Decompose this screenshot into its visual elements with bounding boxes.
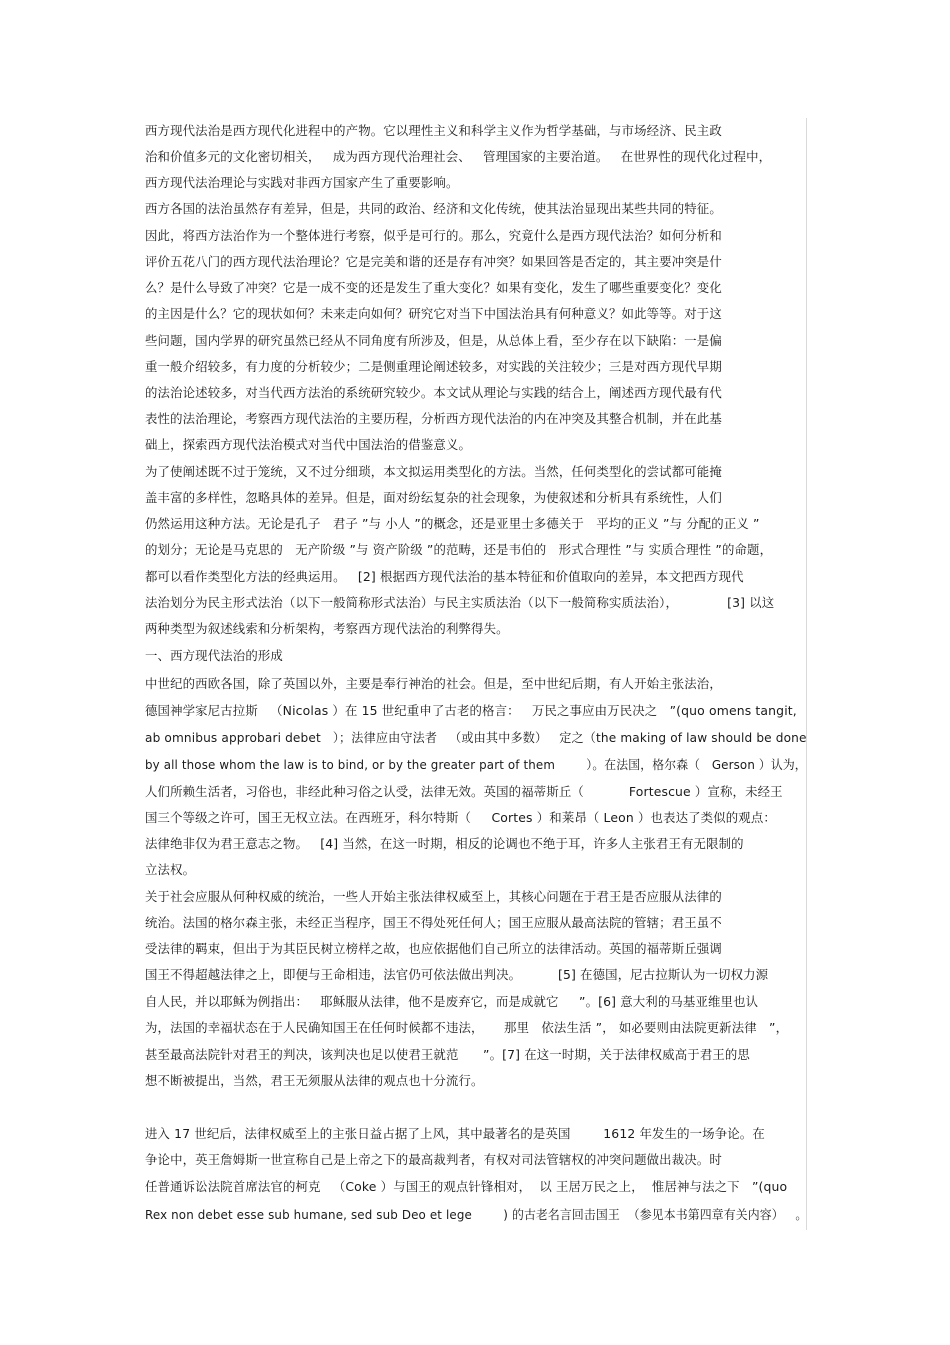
text-line: by all those whom the law is to bind, or by the greater part of them ）。在法国，格尔森（ Gerson ）认为，: [145, 757, 807, 772]
text-line: Rex non debet esse sub humane, sed sub Deo et lege ) 的古老名言回击国王 （参见本书第四章有关内容） 。: [145, 1207, 808, 1222]
text-line: 立法权。: [145, 862, 196, 877]
text-line: 中世纪的西欧各国，除了英国以外，主要是奉行神治的社会。但是，至中世纪后期，有人开始主张法治，: [145, 676, 722, 691]
text-line: 西方现代法治是西方现代化进程中的产物。它以理性主义和科学主义作为哲学基础，与市场经济、民主政: [145, 123, 722, 138]
text-line: 进入 17 世纪后，法律权威至上的主张日益占据了上风，其中最著名的是英国 1612 年发生的一场争论。在: [145, 1126, 765, 1141]
text-line: 为了使阐述既不过于笼统，又不过分细琐，本文拟运用类型化的方法。当然，任何类型化的尝试都可能掩: [145, 464, 722, 479]
text-line: 法治划分为民主形式法治（以下一般简称形式法治）与民主实质法治（以下一般简称实质法治）， [3] 以这: [145, 595, 775, 610]
text-line: 评价五花八门的西方现代法治理论？它是完美和谐的还是存有冲突？如果回答是否定的，其主要冲突是什: [145, 254, 722, 269]
text-line: 受法律的羁束，但出于为其臣民树立榜样之故，也应依据他们自己所立的法律活动。英国的福蒂斯丘强调: [145, 941, 722, 956]
text-line: 为，法国的幸福状态在于人民确知国王在任何时候都不违法， 那里 依法生活 ”， 如必要则由法院更新法律 ”，: [145, 1020, 789, 1035]
section-heading: 一、西方现代法治的形成: [145, 648, 283, 663]
text-line: 自人民，并以耶稣为例指出： 耶稣服从法律，他不是废弃它，而是成就它 ”。[6] 意大利的马基亚维里也认: [145, 994, 759, 1009]
text-line: 人们所赖生活者，习俗也，非经此种习俗之认受，法律无效。英国的福蒂斯丘（ Fortescue ）宣称，未经王: [145, 784, 783, 799]
text-line: 德国神学家尼古拉斯 （Nicolas ）在 15 世纪重申了古老的格言： 万民之事应由万民决之 ”(quo omens tangit,: [145, 703, 797, 718]
text-line: 西方现代法治理论与实践对非西方国家产生了重要影响。: [145, 175, 459, 190]
text-line: 的划分；无论是马克思的 无产阶级 ”与 资产阶级 ”的范畴，还是韦伯的 形式合理性 ”与 实质合理性 ”的命题，: [145, 542, 773, 557]
text-line: 两种类型为叙述线索和分析架构，考察西方现代法治的利弊得失。: [145, 621, 509, 636]
text-line: 关于社会应服从何种权威的统治，一些人开始主张法律权威至上，其核心问题在于君王是否应服从法律的: [145, 889, 722, 904]
text-line: 都可以看作类型化方法的经典运用。 [2] 根据西方现代法治的基本特征和价值取向的差异，本文把西方现代: [145, 569, 744, 584]
text-line: 表性的法治理论，考察西方现代法治的主要历程，分析西方现代法治的内在冲突及其整合机制，并在此基: [145, 411, 722, 426]
text-line: 国三个等级之许可，国王无权立法。在西班牙，科尔特斯（ Cortes ）和莱昂（ Leon ）也表达了类似的观点：: [145, 810, 776, 825]
text-line: 任普通诉讼法院首席法官的柯克 （Coke ）与国王的观点针锋相对， 以 王居万民之上， 惟居神与法之下 ”(quo: [145, 1179, 788, 1194]
text-line: 重一般介绍较多，有力度的分析较少；二是侧重理论阐述较多，对实践的关注较少；三是对西方现代早期: [145, 359, 722, 374]
text-line: 仍然运用这种方法。无论是孔子 君子 ”与 小人 ”的概念，还是亚里士多德关于 平均的正义 ”与 分配的正义 ”: [145, 516, 760, 531]
text-line: 国王不得超越法律之上，即便与王命相违，法官仍可依法做出判决。 [5] 在德国，尼古拉斯认为一切权力源: [145, 967, 769, 982]
text-line: 盖丰富的多样性，忽略具体的差异。但是，面对纷纭复杂的社会现象，为使叙述和分析具有系统性，人们: [145, 490, 722, 505]
text-line: 甚至最高法院针对君王的判决，该判决也足以使君王就范 ”。[7] 在这一时期，关于法律权威高于君王的思: [145, 1047, 750, 1062]
text-line: 础上，探索西方现代法治模式对当代中国法治的借鉴意义。: [145, 437, 472, 452]
text-line: 争论中，英王詹姆斯一世宣称自己是上帝之下的最高裁判者，有权对司法管辖权的冲突问题做出裁决。时: [145, 1152, 722, 1167]
text-line: 些问题，国内学界的研究虽然已经从不同角度有所涉及，但是，从总体上看，至少存在以下缺陷：一是偏: [145, 333, 722, 348]
right-margin-line: [806, 118, 807, 1230]
text-line: 么？是什么导致了冲突？它是一成不变的还是发生了重大变化？如果有变化，发生了哪些重要变化？变化: [145, 280, 722, 295]
text-line: ab omnibus approbari debet ）；法律应由守法者 （或由其中多数） 定之（the making of law should be done: [145, 730, 807, 745]
text-line: 法律绝非仅为君王意志之物。 [4] 当然，在这一时期，相反的论调也不绝于耳，许多人主张君王有无限制的: [145, 836, 744, 851]
text-line: 统治。法国的格尔森主张，未经正当程序，国王不得处死任何人；国王应服从最高法院的管辖；君王虽不: [145, 915, 722, 930]
text-line: 的法治论述较多，对当代西方法治的系统研究较少。本文试从理论与实践的结合上，阐述西方现代最有代: [145, 385, 722, 400]
text-line: 想不断被提出，当然，君王无须服从法律的观点也十分流行。: [145, 1073, 484, 1088]
text-line: 因此，将西方法治作为一个整体进行考察，似乎是可行的。那么，究竟什么是西方现代法治？如何分析和: [145, 228, 722, 243]
text-line: 治和价值多元的文化密切相关， 成为西方现代治理社会、 管理国家的主要治道。 在世界性的现代化过程中，: [145, 149, 772, 164]
text-line: 的主因是什么？它的现状如何？未来走向如何？研究它对当下中国法治具有何种意义？如此等等。对于这: [145, 306, 722, 321]
text-line: 西方各国的法治虽然存有差异，但是，共同的政治、经济和文化传统，使其法治显现出某些共同的特征。: [145, 201, 722, 216]
